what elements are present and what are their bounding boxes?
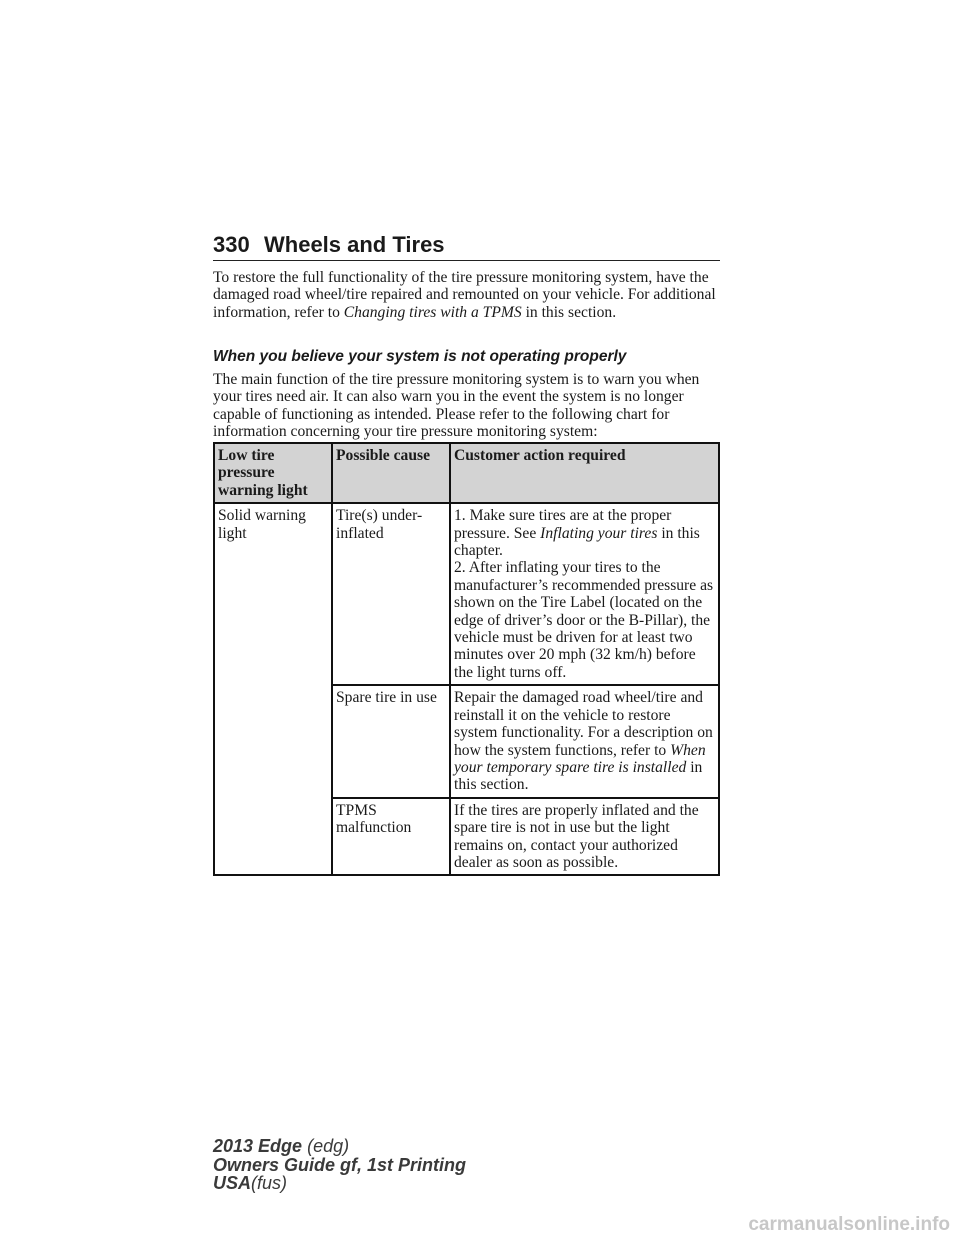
intro-text-end: in this section. — [521, 303, 617, 321]
warning-light-cell: Solid warning light — [214, 503, 332, 875]
cause-cell: TPMS malfunction — [332, 798, 450, 876]
action-step1-reference: Inflating your tires — [540, 524, 658, 542]
watermark: carmanualsonline.info — [748, 1214, 950, 1235]
footer-model-line — [213, 1137, 466, 1156]
footer-market-line — [213, 1174, 466, 1193]
table-header-row — [214, 443, 719, 503]
intro-text: To restore the full functionality of the tire pressure monitoring system, have the damaged road wheel/tire repaired and remounted on your vehicle. For additional information, refer to — [213, 269, 716, 321]
footer-model-code: (edg) — [307, 1136, 350, 1156]
footer-guide: Owners Guide gf, 1st Printing — [213, 1154, 467, 1175]
table-row — [214, 503, 719, 685]
intro-paragraph — [213, 269, 723, 321]
column-header-cause: Possible cause — [332, 443, 450, 503]
action-step1: 1. Make sure tires are at the proper pressure. See — [454, 507, 672, 542]
action-cell — [450, 503, 719, 685]
cause-cell: Tire(s) under-inflated — [332, 503, 450, 685]
action-text: Repair the damaged road wheel/tire and reinstall it on the vehicle to restore system functionality. For a description on how the system functions, refer to — [454, 689, 713, 759]
action-step1-end: in this chapter. — [454, 524, 700, 560]
action-text-end: in this section. — [454, 758, 703, 794]
footer-market: USA — [213, 1173, 252, 1193]
column-header-light: Low tire pressure warning light — [214, 443, 332, 503]
main-paragraph: The main function of the tire pressure monitoring system is to warn you when your tires need air. It can also warn you in the event the system is no longer capable of functioning as intended. Please refer to the following chart for information concerning your tire pressure monitoring system: — [213, 371, 700, 441]
page-header — [213, 232, 720, 261]
section-title: Wheels and Tires — [264, 232, 445, 257]
cause-cell: Spare tire in use — [332, 685, 450, 797]
action-cell — [450, 685, 719, 797]
action-step2: 2. After inflating your tires to the manufacturer’s recommended pressure as shown on the Tire Label (located on the edge of driver’s door or the B-Pillar), the vehicle must be driven for at least two minutes over 20 mph (32 km/h) before the light turns off. — [454, 559, 714, 681]
action-reference: When your temporary spare tire is installed — [454, 741, 706, 776]
footer-guide-line — [213, 1156, 466, 1175]
subheading: When you believe your system is not operating properly — [213, 348, 627, 365]
page-number: 330 — [213, 232, 250, 257]
footer-model: 2013 Edge — [213, 1136, 303, 1156]
intro-reference: Changing tires with a TPMS — [343, 303, 522, 321]
document-footer — [213, 1137, 466, 1193]
footer-market-code: (fus) — [251, 1173, 288, 1193]
action-cell: If the tires are properly inflated and the spare tire is not in use but the light remains on, contact your authorized dealer as soon as possible. — [450, 798, 719, 876]
tpms-chart-table — [213, 442, 720, 876]
column-header-action: Customer action required — [450, 443, 719, 503]
